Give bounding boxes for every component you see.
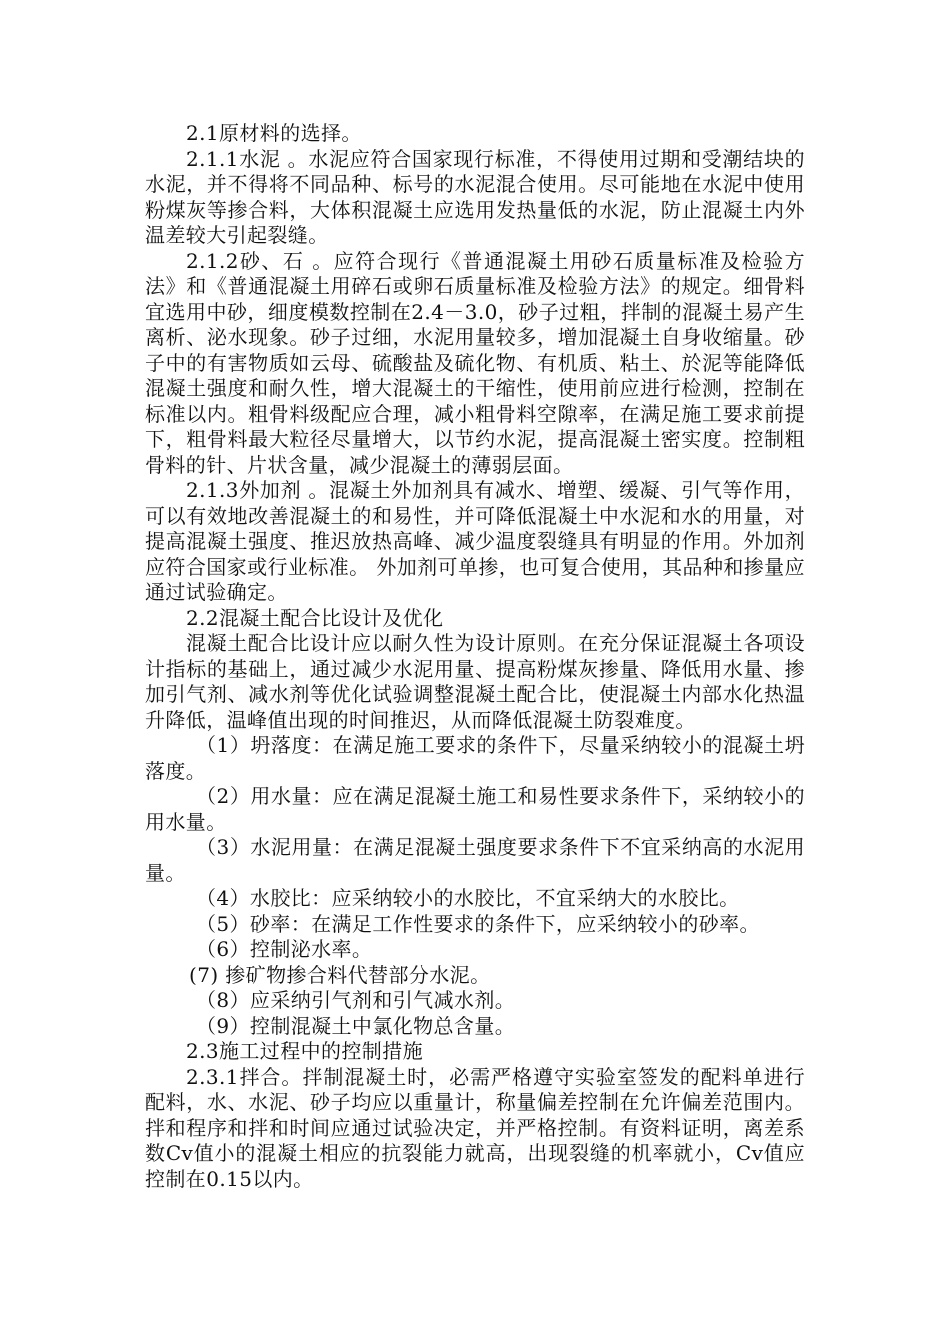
list-item-2: （2）用水量：应在满足混凝土施工和易性要求条件下，采纳较小的用水量。 bbox=[145, 784, 805, 834]
heading-2-2: 2.2混凝土配合比设计及优化 bbox=[186, 605, 444, 630]
document-body bbox=[145, 121, 805, 1192]
list-item-8: （8）应采纳引气剂和引气减水剂。 bbox=[196, 988, 516, 1012]
paragraph-admixture: 2.1.3外加剂 。混凝土外加剂具有减水、增塑、缓凝、引气等作用，可以有效地改善混凝土的和易性，并可降低混凝土中水泥和水的用量，对提高混凝土强度、推迟放热高峰、减少温度裂缝具有明显的作用。外加剂应符合国家或行业标准。 外加剂可单掺，也可复合使用，其品种和掺量应通过试验确定。 bbox=[145, 478, 805, 604]
list-item-3: （3）水泥用量：在满足混凝土强度要求条件下不宜采纳高的水泥用量。 bbox=[145, 835, 805, 885]
list-item-5: （5）砂率：在满足工作性要求的条件下，应采纳较小的砂率。 bbox=[196, 911, 760, 936]
paragraph-mixing: 2.3.1拌合。拌制混凝土时，必需严格遵守实验室签发的配料单进行配料，水、水泥、砂子均应以重量计，称量偏差控制在允许偏差范围内。拌和程序和拌和时间应通过试验决定，并严格控制。有资料证明，离差系数Cv值小的混凝土相应的抗裂能力就高，出现裂缝的机率就小，Cv值应控制在0.15以内。 bbox=[145, 1064, 805, 1191]
heading-2-3: 2.3施工过程中的控制措施 bbox=[186, 1039, 424, 1063]
list-item-4: （4）水胶比：应采纳较小的水胶比，不宜采纳大的水胶比。 bbox=[196, 886, 740, 910]
list-item-7: (7) 掺矿物掺合料代替部分水泥。 bbox=[189, 962, 491, 987]
heading-2-1: 2.1原材料的选择。 bbox=[186, 121, 362, 145]
paragraph-mix-design: 混凝土配合比设计应以耐久性为设计原则。在充分保证混凝土各项设计指标的基础上，通过减少水泥用量、提高粉煤灰掺量、降低用水量、掺加引气剂、减水剂等优化试验调整混凝土配合比，使混凝土内部水化热温升降低，温峰值出现的时间推迟，从而降低混凝土防裂难度。 bbox=[145, 631, 805, 732]
paragraph-cement: 2.1.1水泥 。水泥应符合国家现行标准，不得使用过期和受潮结块的水泥，并不得将不同品种、标号的水泥混合使用。尽可能地在水泥中使用粉煤灰等掺合料，大体积混凝土应选用发热量低的水泥，防止混凝土内外温差较大引起裂缝。 bbox=[145, 146, 805, 247]
paragraph-sand-stone: 2.1.2砂、石 。应符合现行《普通混凝土用砂石质量标准及检验方法》和《普通混凝土用碎石或卵石质量标准及检验方法》的规定。细骨料宜选用中砂，细度模数控制在2.4－3.0，砂子过粗，拌制的混凝土易产生离析、泌水现象。砂子过细，水泥用量较多，增加混凝土自身收缩量。砂子中的有害物质如云母、硫酸盐及硫化物、有机质、粘土、於泥等能降低混凝土强度和耐久性，增大混凝土的干缩性，使用前应进行检测，控制在标准以内。粗骨料级配应合理，减小粗骨料空隙率，在满足施工要求前提下，粗骨料最大粒径尽量增大，以节约水泥，提高混凝土密实度。控制粗骨料的针、片状含量，减少混凝土的薄弱层面。 bbox=[145, 248, 805, 477]
list-item-1: （1）坍落度：在满足施工要求的条件下，尽量采纳较小的混凝土坍落度。 bbox=[145, 733, 805, 783]
list-item-9: （9）控制混凝土中氯化物总含量。 bbox=[196, 1013, 516, 1038]
list-item-6: （6）控制泌水率。 bbox=[196, 937, 373, 961]
